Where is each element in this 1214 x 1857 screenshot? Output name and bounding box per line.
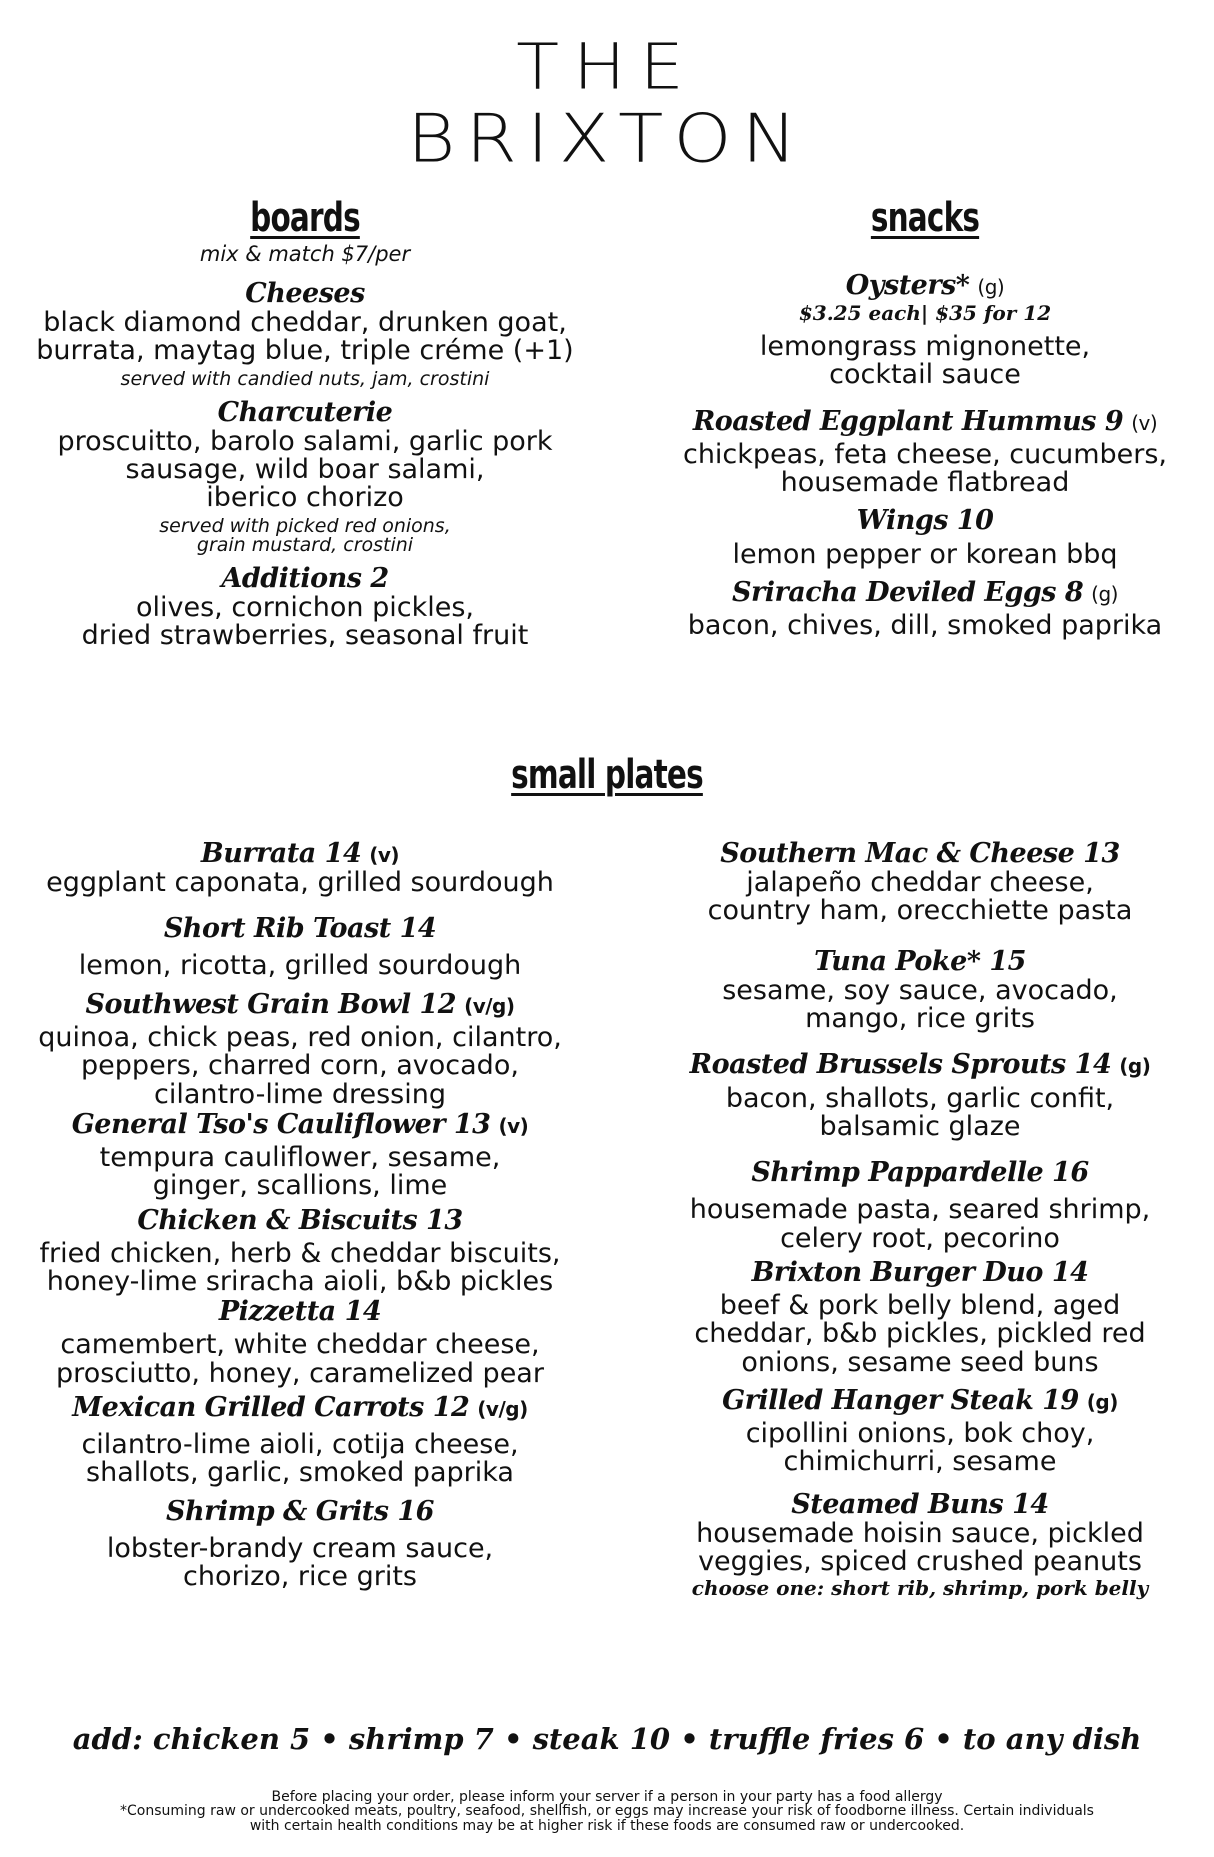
boards-subnote: mix & match $7/per [199, 242, 411, 266]
plate-name: Shrimp Pappardelle 16 [751, 1157, 1089, 1189]
plate-desc: jalapeño cheddar cheese, country ham, orecchiette pasta [707, 867, 1133, 927]
snack-title [640, 505, 1210, 536]
plate-desc: eggplant caponata, grilled sourdough [46, 867, 554, 899]
snack-name: Roasted Eggplant Hummus 9 [692, 405, 1124, 437]
plate-name: Shrimp & Grits 16 [166, 1495, 434, 1527]
plate-title [10, 1109, 590, 1140]
plate-desc: fried chicken, herb & cheddar biscuits, honey-lime sriracha aioli, b&b pickles [39, 1237, 561, 1297]
plate-desc: bacon, shallots, garlic confit, balsamic glaze [725, 1082, 1115, 1142]
boards-heading: boards [250, 195, 360, 241]
add-ons-line: add: chicken 5 • shrimp 7 • steak 10 • truffle fries 6 • to any dish [72, 1722, 1142, 1756]
plate-desc: lemon, ricotta, grilled sourdough [78, 950, 522, 982]
snacks-section [640, 195, 1210, 641]
snacks-heading: snacks [870, 195, 980, 241]
small-plates-right [630, 838, 1210, 1600]
plate-tag: (v/g) [464, 993, 515, 1018]
logo-line-brixton: BRIXTON [407, 100, 807, 178]
small-plates-heading: small plates [511, 752, 703, 798]
plate-name: General Tso's Cauliflower 13 [71, 1108, 491, 1140]
plate-desc: housemade pasta, seared shrimp, celery root, pecorino [689, 1194, 1151, 1254]
boards-section [10, 195, 600, 652]
plate-name: Pizzetta 14 [218, 1296, 382, 1328]
charcuterie-desc: proscuitto, barolo salami, garlic pork sausage, wild boar salami, iberico chorizo [57, 425, 553, 514]
plate-name: Steamed Buns 14 [791, 1488, 1049, 1520]
snack-desc: lemon pepper or korean bbq [732, 538, 1118, 570]
plate-name: Southwest Grain Bowl 12 [85, 988, 457, 1020]
plate-title [10, 838, 590, 869]
footer-allergy-line: Before placing your order, please inform your server if a person in your party has a food allergy [271, 1789, 943, 1805]
cheeses-desc: black diamond cheddar, drunken goat, burrata, maytag blue, triple créme (+1) [36, 307, 574, 367]
plate-tag: (v/g) [477, 1397, 528, 1422]
cheeses-title: Cheeses [245, 278, 365, 309]
cheeses-note: served with candied nuts, jam, crostini [120, 367, 490, 390]
snack-tag: (g) [977, 275, 1005, 299]
brixton-logo [0, 32, 1214, 176]
plate-title [630, 1385, 1210, 1416]
plate-title [10, 1496, 590, 1527]
plate-tag: (v) [369, 843, 400, 867]
snack-name: Wings 10 [856, 505, 994, 537]
plate-name: Mexican Grilled Carrots 12 [72, 1392, 470, 1424]
plate-desc: tempura cauliflower, sesame, ginger, scallions, lime [99, 1141, 501, 1202]
plate-tag: (g) [1086, 1390, 1118, 1415]
additions-title: Additions 2 [221, 562, 389, 594]
snack-desc: lemongrass mignonette, cocktail sauce [759, 331, 1091, 391]
plate-name: Roasted Brussels Sprouts 14 [689, 1049, 1112, 1081]
plate-title [10, 1205, 590, 1236]
plate-tag: (g) [1119, 1054, 1151, 1079]
plate-title [630, 1257, 1210, 1288]
plate-tag: (v) [498, 1113, 529, 1138]
snack-tag: (v) [1131, 410, 1158, 435]
plate-desc: beef & pork belly blend, aged cheddar, b&b pickles, pickled red onions, sesame seed buns [694, 1289, 1146, 1378]
plate-name: Tuna Poke* 15 [814, 945, 1026, 977]
snack-title [640, 406, 1210, 437]
plate-desc: lobster-brandy cream sauce, chorizo, rice grits [106, 1532, 494, 1593]
small-plates-left [10, 838, 590, 1592]
charcuterie-note: served with picked red onions, grain mustard, crostini [159, 514, 451, 556]
plate-title [10, 989, 590, 1020]
logo-line-the: THE [516, 30, 698, 104]
snack-tag: (g) [1091, 581, 1118, 606]
footer-consumption-warning: *Consuming raw or undercooked meats, poultry, seafood, shellfish, or eggs may increase your risk of foodborne illness. Certain individuals [120, 1803, 1094, 1820]
plate-title [10, 1296, 590, 1327]
steamed-buns-choice: choose one: short rib, shrimp, pork belly [691, 1576, 1149, 1601]
snack-desc: bacon, chives, dill, smoked paprika [687, 609, 1163, 641]
plate-desc: cilantro-lime aioli, cotija cheese, shallots, garlic, smoked paprika [81, 1429, 519, 1489]
snack-name: Sriracha Deviled Eggs 8 [732, 576, 1084, 608]
allergy-footer [0, 1790, 1214, 1833]
oysters-price: $3.25 each| $35 for 12 [798, 301, 1052, 326]
plate-name: Grilled Hanger Steak 19 [722, 1385, 1079, 1417]
plate-title [10, 913, 590, 944]
plate-title [630, 1157, 1210, 1188]
snack-desc: chickpeas, feta cheese, cucumbers, housemade flatbread [682, 438, 1168, 499]
plate-desc: sesame, soy sauce, avocado, mango, rice grits [722, 974, 1118, 1035]
plate-title [630, 838, 1210, 869]
footer-health-line: with certain health conditions may be at higher risk if these foods are consumed raw or undercooked. [249, 1817, 965, 1834]
plate-title [10, 1392, 590, 1423]
plate-title [630, 1489, 1210, 1520]
additions-desc: olives, cornichon pickles, dried strawberries, seasonal fruit [81, 591, 529, 652]
plate-name: Southern Mac & Cheese 13 [720, 838, 1120, 869]
plate-desc: quinoa, chick peas, red onion, cilantro, peppers, charred corn, avocado, cilantro-lime dressing [38, 1021, 562, 1110]
plate-name: Brixton Burger Duo 14 [751, 1256, 1089, 1288]
plate-name: Short Rib Toast 14 [163, 913, 437, 945]
charcuterie-title: Charcuterie [217, 396, 393, 428]
small-plates-heading-wrap [0, 752, 1214, 798]
plate-desc: camembert, white cheddar cheese, prosciutto, honey, caramelized pear [56, 1329, 544, 1389]
plate-desc: cipollini onions, bok choy, chimichurri, sesame [745, 1418, 1095, 1478]
snack-title [640, 270, 1210, 301]
snack-name: Oysters* [845, 270, 970, 301]
plate-title [630, 1049, 1210, 1080]
plate-name: Chicken & Biscuits 13 [137, 1204, 463, 1236]
plate-title [630, 946, 1210, 977]
plate-desc: housemade hoisin sauce, pickled veggies, spiced crushed peanuts [696, 1517, 1144, 1578]
snack-title [640, 577, 1210, 608]
plate-name: Burrata 14 [200, 838, 362, 869]
